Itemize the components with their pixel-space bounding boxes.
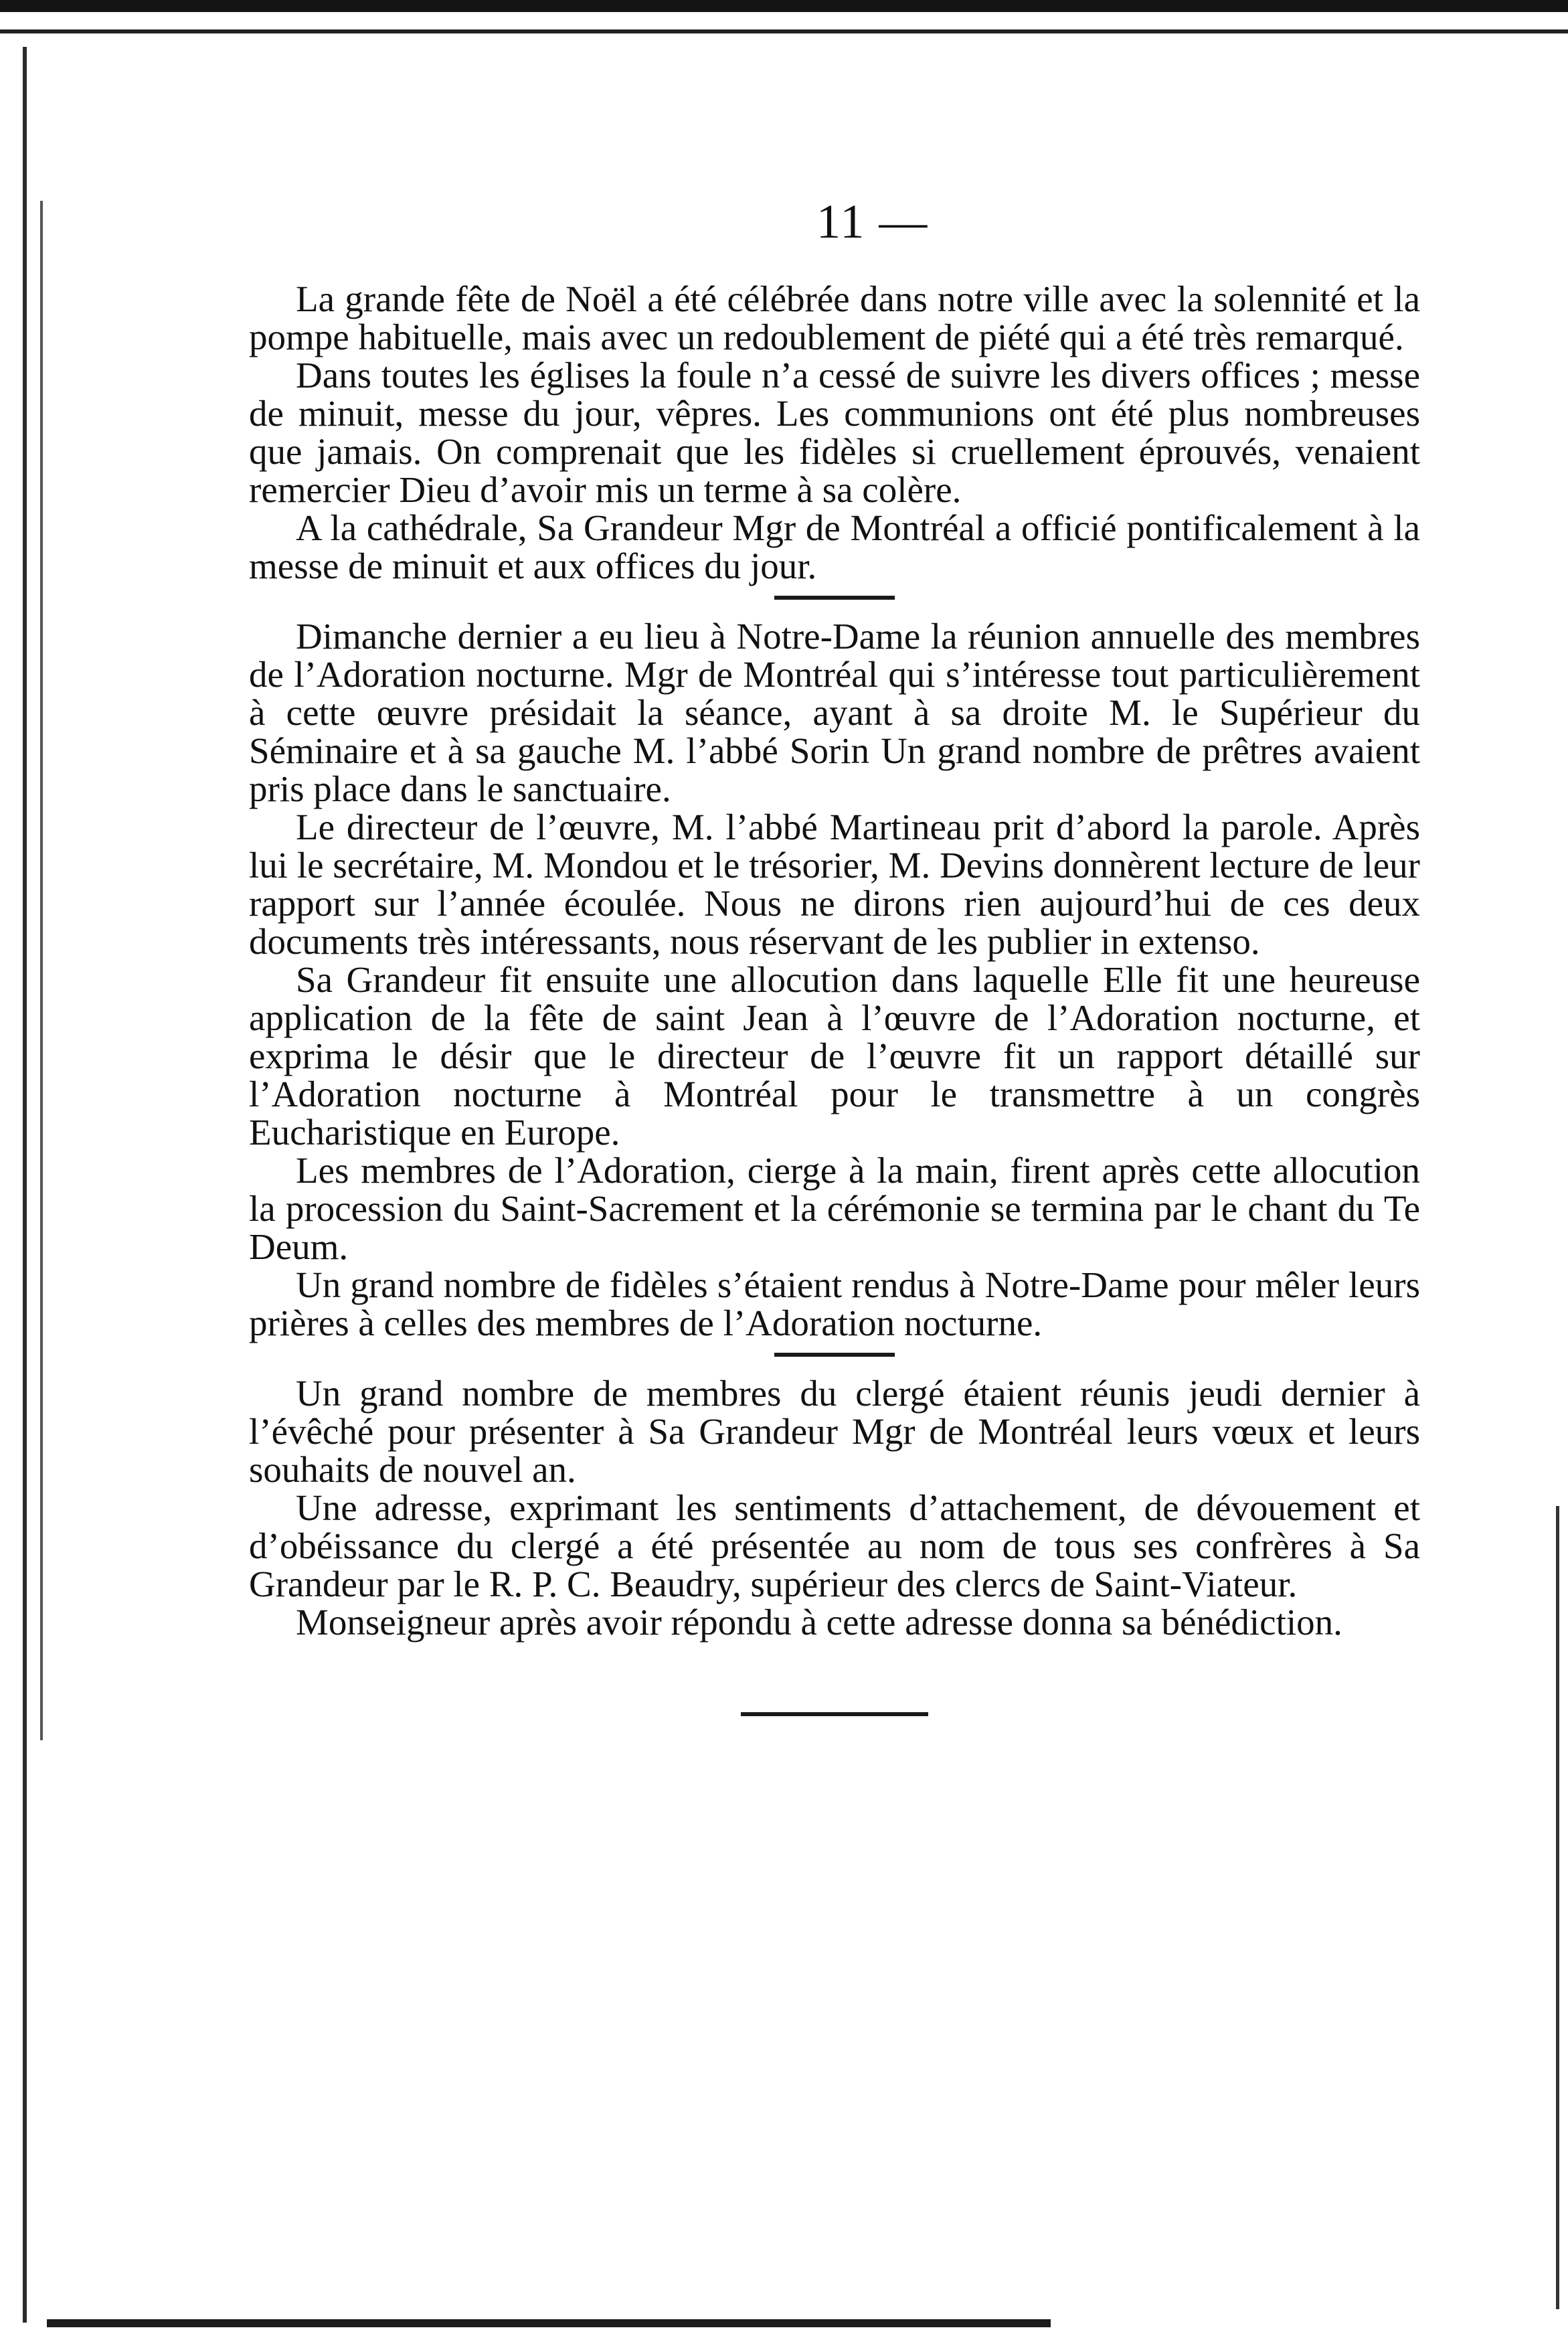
section-separator [774,1353,895,1357]
left-margin-inner-rule [40,201,43,1740]
bottom-border-rule [47,2319,1051,2327]
paragraph: Une adresse, exprimant les sentiments d’attachement, de dévouement et d’obéissance du clergé a été présentée au nom de tous ses confrères à Sa Grandeur par le R. P. C. Beaudry, supérieur des clercs de Saint-Viateur. [249,1487,1420,1604]
top-border-rule [0,0,1568,12]
section-noel [249,280,1420,585]
paragraph: Le directeur de l’œuvre, M. l’abbé Martineau prit d’abord la parole. Après lui le secrétaire, M. Mondou et le trésorier, M. Devins donnèrent lecture de leur rapport sur l’année écoulée. Nous ne dirons rien aujourd’hui de ces deux documents très intéressants, nous réservant de les publier in extenso. [249,807,1420,962]
paragraph: Dimanche dernier a eu lieu à Notre-Dame la réunion annuelle des membres de l’Adoration nocturne. Mgr de Montréal qui s’intéresse tout particulièrement à cette œuvre présidait la séance, ayant à sa droite M. le Supérieur du Séminaire et à sa gauche M. l’abbé Sorin Un grand nombre de prêtres avaient pris place dans le sanctuaire. [249,616,1420,809]
section-separator [774,596,895,600]
article-column [249,280,1420,1716]
page-number: 11 — [816,195,929,248]
right-margin-rule [1556,1506,1559,2309]
paragraph: A la cathédrale, Sa Grandeur Mgr de Montréal a officié pontificalement à la messe de minuit et aux offices du jour. [249,507,1420,586]
paragraph: Un grand nombre de fidèles s’étaient rendus à Notre-Dame pour mêler leurs prières à celles des membres de l’Adoration nocturne. [249,1264,1420,1343]
paragraph: Sa Grandeur fit ensuite une allocution dans laquelle Elle fit une heureuse application de la fête de saint Jean à l’œuvre de l’Adoration nocturne, et exprima le désir que le directeur de l’œuvre fit un rapport détaillé sur l’Adoration nocturne à Montréal pour le transmettre à un congrès Eucharistique en Europe. [249,959,1420,1153]
paragraph: Monseigneur après avoir répondu à cette adresse donna sa bénédiction. [296,1602,1342,1643]
end-separator [741,1712,928,1716]
left-margin-rule [23,47,27,2323]
section-voeux-clerge [249,1374,1420,1641]
paragraph: Les membres de l’Adoration, cierge à la main, firent après cette allocution la procession du Saint-Sacrement et la cérémonie se termina par le chant du Te Deum. [249,1150,1420,1267]
paragraph: Un grand nombre de membres du clergé étaient réunis jeudi dernier à l’évêché pour présenter à Sa Grandeur Mgr de Montréal leurs vœux et leurs souhaits de nouvel an. [249,1373,1420,1490]
section-adoration-nocturne [249,617,1420,1342]
top-border-thin-rule [0,29,1568,33]
paragraph: Dans toutes les églises la foule n’a cessé de suivre les divers offices ; messe de minuit, messe du jour, vêpres. Les communions ont été plus nombreuses que jamais. On comprenait que les fidèles si cruellement éprouvés, venaient remercier Dieu d’avoir mis un terme à sa colère. [249,355,1420,510]
paragraph: La grande fête de Noël a été célébrée dans notre ville avec la solennité et la pompe habituelle, mais avec un redoublement de piété qui a été très remarqué. [249,278,1420,357]
